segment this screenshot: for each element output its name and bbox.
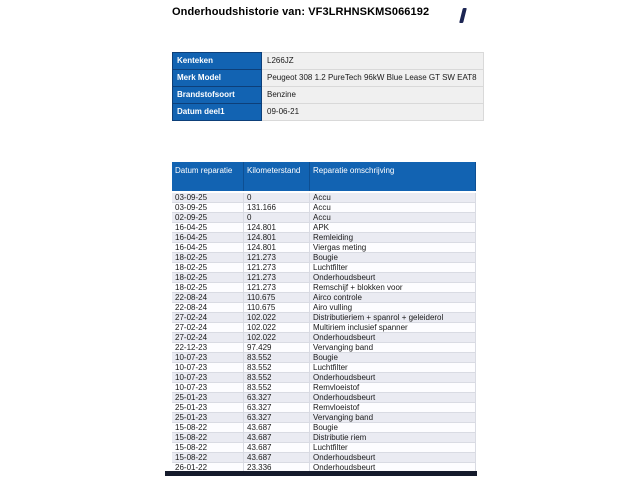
cell-reparatie-omschrijving: Accu	[310, 203, 476, 213]
cell-reparatie-omschrijving: Luchtfilter	[310, 263, 476, 273]
column-header-datum-reparatie: Datum reparatie	[172, 162, 244, 192]
cell-datum-reparatie: 16-04-25	[172, 223, 244, 233]
cell-datum-reparatie: 25-01-23	[172, 403, 244, 413]
cell-reparatie-omschrijving: Onderhoudsbeurt	[310, 373, 476, 383]
table-row	[172, 263, 476, 273]
cell-datum-reparatie: 10-07-23	[172, 383, 244, 393]
table-row	[172, 303, 476, 313]
cell-reparatie-omschrijving: Remvloeistof	[310, 383, 476, 393]
table-row	[172, 203, 476, 213]
table-row	[172, 363, 476, 373]
info-label-kenteken: Kenteken	[173, 53, 262, 70]
history-header-row	[172, 162, 476, 192]
column-header-reparatie-omschrijving: Reparatie omschrijving	[310, 162, 476, 192]
cell-kilometerstand: 63.327	[244, 393, 310, 403]
cell-reparatie-omschrijving: Onderhoudsbeurt	[310, 463, 476, 471]
table-row	[172, 433, 476, 443]
cell-datum-reparatie: 15-08-22	[172, 423, 244, 433]
table-row	[172, 313, 476, 323]
cell-reparatie-omschrijving: Viergas meting	[310, 243, 476, 253]
cell-reparatie-omschrijving: Onderhoudsbeurt	[310, 333, 476, 343]
cell-datum-reparatie: 27-02-24	[172, 313, 244, 323]
cell-datum-reparatie: 18-02-25	[172, 273, 244, 283]
cell-datum-reparatie: 22-08-24	[172, 303, 244, 313]
cell-datum-reparatie: 10-07-23	[172, 363, 244, 373]
table-row	[172, 293, 476, 303]
cell-reparatie-omschrijving: Airo vulling	[310, 303, 476, 313]
cell-kilometerstand: 121.273	[244, 283, 310, 293]
table-row	[172, 423, 476, 433]
info-row	[173, 53, 484, 70]
info-label-datum-deel1: Datum deel1	[173, 104, 262, 121]
table-row	[172, 353, 476, 363]
logo-mark-icon	[459, 8, 467, 23]
cell-kilometerstand: 43.687	[244, 453, 310, 463]
table-row	[172, 253, 476, 263]
cell-datum-reparatie: 22-12-23	[172, 343, 244, 353]
info-label-brandstofsoort: Brandstofsoort	[173, 87, 262, 104]
cell-datum-reparatie: 26-01-22	[172, 463, 244, 471]
cell-datum-reparatie: 15-08-22	[172, 433, 244, 443]
cell-kilometerstand: 131.166	[244, 203, 310, 213]
cell-datum-reparatie: 16-04-25	[172, 233, 244, 243]
cell-datum-reparatie: 02-09-25	[172, 213, 244, 223]
cell-kilometerstand: 63.327	[244, 413, 310, 423]
cell-kilometerstand: 102.022	[244, 313, 310, 323]
info-row	[173, 87, 484, 104]
cell-reparatie-omschrijving: Bougie	[310, 353, 476, 363]
info-value-kenteken: L266JZ	[262, 53, 484, 70]
cell-datum-reparatie: 18-02-25	[172, 283, 244, 293]
cell-kilometerstand: 43.687	[244, 443, 310, 453]
cell-kilometerstand: 83.552	[244, 373, 310, 383]
cell-kilometerstand: 0	[244, 213, 310, 223]
cell-kilometerstand: 121.273	[244, 263, 310, 273]
cell-datum-reparatie: 25-01-23	[172, 393, 244, 403]
table-row	[172, 443, 476, 453]
info-row	[173, 70, 484, 87]
cell-kilometerstand: 110.675	[244, 303, 310, 313]
table-row	[172, 233, 476, 243]
table-row	[172, 273, 476, 283]
cell-reparatie-omschrijving: Onderhoudsbeurt	[310, 393, 476, 403]
cell-reparatie-omschrijving: Accu	[310, 213, 476, 223]
cell-kilometerstand: 124.801	[244, 223, 310, 233]
cell-datum-reparatie: 27-02-24	[172, 323, 244, 333]
cell-reparatie-omschrijving: APK	[310, 223, 476, 233]
table-row	[172, 383, 476, 393]
cell-reparatie-omschrijving: Onderhoudsbeurt	[310, 453, 476, 463]
cell-datum-reparatie: 22-08-24	[172, 293, 244, 303]
cell-reparatie-omschrijving: Bougie	[310, 253, 476, 263]
table-row	[172, 413, 476, 423]
cell-datum-reparatie: 15-08-22	[172, 443, 244, 453]
cell-reparatie-omschrijving: Vervanging band	[310, 343, 476, 353]
table-row	[172, 243, 476, 253]
table-row	[172, 393, 476, 403]
table-row	[172, 373, 476, 383]
table-row	[172, 283, 476, 293]
page-title: Onderhoudshistorie van: VF3LRHNSKMS066192	[172, 6, 430, 18]
repair-history-table	[172, 162, 476, 471]
cell-reparatie-omschrijving: Remleiding	[310, 233, 476, 243]
table-row	[172, 463, 476, 471]
table-row	[172, 192, 476, 203]
history-table-container	[172, 162, 476, 471]
table-row	[172, 213, 476, 223]
cell-kilometerstand: 121.273	[244, 273, 310, 283]
cell-reparatie-omschrijving: Distributie riem	[310, 433, 476, 443]
cell-kilometerstand: 124.801	[244, 243, 310, 253]
cell-datum-reparatie: 10-07-23	[172, 353, 244, 363]
table-row	[172, 343, 476, 353]
cell-kilometerstand: 0	[244, 192, 310, 203]
cell-reparatie-omschrijving: Luchtfilter	[310, 443, 476, 453]
cell-kilometerstand: 83.552	[244, 353, 310, 363]
cell-kilometerstand: 83.552	[244, 363, 310, 373]
table-row	[172, 323, 476, 333]
table-row	[172, 333, 476, 343]
info-label-merk-model: Merk Model	[173, 70, 262, 87]
cell-kilometerstand: 83.552	[244, 383, 310, 393]
cell-reparatie-omschrijving: Distributieriem + spanrol + geleiderol	[310, 313, 476, 323]
cell-reparatie-omschrijving: Multiriem inclusief spanner	[310, 323, 476, 333]
info-value-merk-model: Peugeot 308 1.2 PureTech 96kW Blue Lease GT SW EAT8	[262, 70, 484, 87]
cell-reparatie-omschrijving: Remschijf + blokken voor	[310, 283, 476, 293]
cell-datum-reparatie: 25-01-23	[172, 413, 244, 423]
table-row	[172, 223, 476, 233]
cell-kilometerstand: 102.022	[244, 333, 310, 343]
cell-reparatie-omschrijving: Bougie	[310, 423, 476, 433]
cell-reparatie-omschrijving: Onderhoudsbeurt	[310, 273, 476, 283]
cell-kilometerstand: 97.429	[244, 343, 310, 353]
table-row	[172, 453, 476, 463]
cell-datum-reparatie: 15-08-22	[172, 453, 244, 463]
cell-datum-reparatie: 10-07-23	[172, 373, 244, 383]
table-row	[172, 403, 476, 413]
cell-datum-reparatie: 03-09-25	[172, 203, 244, 213]
cell-reparatie-omschrijving: Vervanging band	[310, 413, 476, 423]
cell-reparatie-omschrijving: Remvloeistof	[310, 403, 476, 413]
column-header-kilometerstand: Kilometerstand	[244, 162, 310, 192]
info-value-brandstofsoort: Benzine	[262, 87, 484, 104]
cell-kilometerstand: 43.687	[244, 433, 310, 443]
cell-reparatie-omschrijving: Luchtfilter	[310, 363, 476, 373]
cell-kilometerstand: 102.022	[244, 323, 310, 333]
cell-reparatie-omschrijving: Accu	[310, 192, 476, 203]
cell-reparatie-omschrijving: Airco controle	[310, 293, 476, 303]
cell-kilometerstand: 124.801	[244, 233, 310, 243]
cell-datum-reparatie: 03-09-25	[172, 192, 244, 203]
vehicle-info-table	[172, 52, 484, 121]
cell-kilometerstand: 43.687	[244, 423, 310, 433]
bottom-cropped-bar	[165, 471, 477, 476]
cell-datum-reparatie: 16-04-25	[172, 243, 244, 253]
cell-datum-reparatie: 18-02-25	[172, 263, 244, 273]
cell-kilometerstand: 63.327	[244, 403, 310, 413]
cell-datum-reparatie: 27-02-24	[172, 333, 244, 343]
cell-kilometerstand: 121.273	[244, 253, 310, 263]
cell-datum-reparatie: 18-02-25	[172, 253, 244, 263]
cell-kilometerstand: 23.336	[244, 463, 310, 471]
cell-kilometerstand: 110.675	[244, 293, 310, 303]
info-row	[173, 104, 484, 121]
info-value-datum-deel1: 09-06-21	[262, 104, 484, 121]
